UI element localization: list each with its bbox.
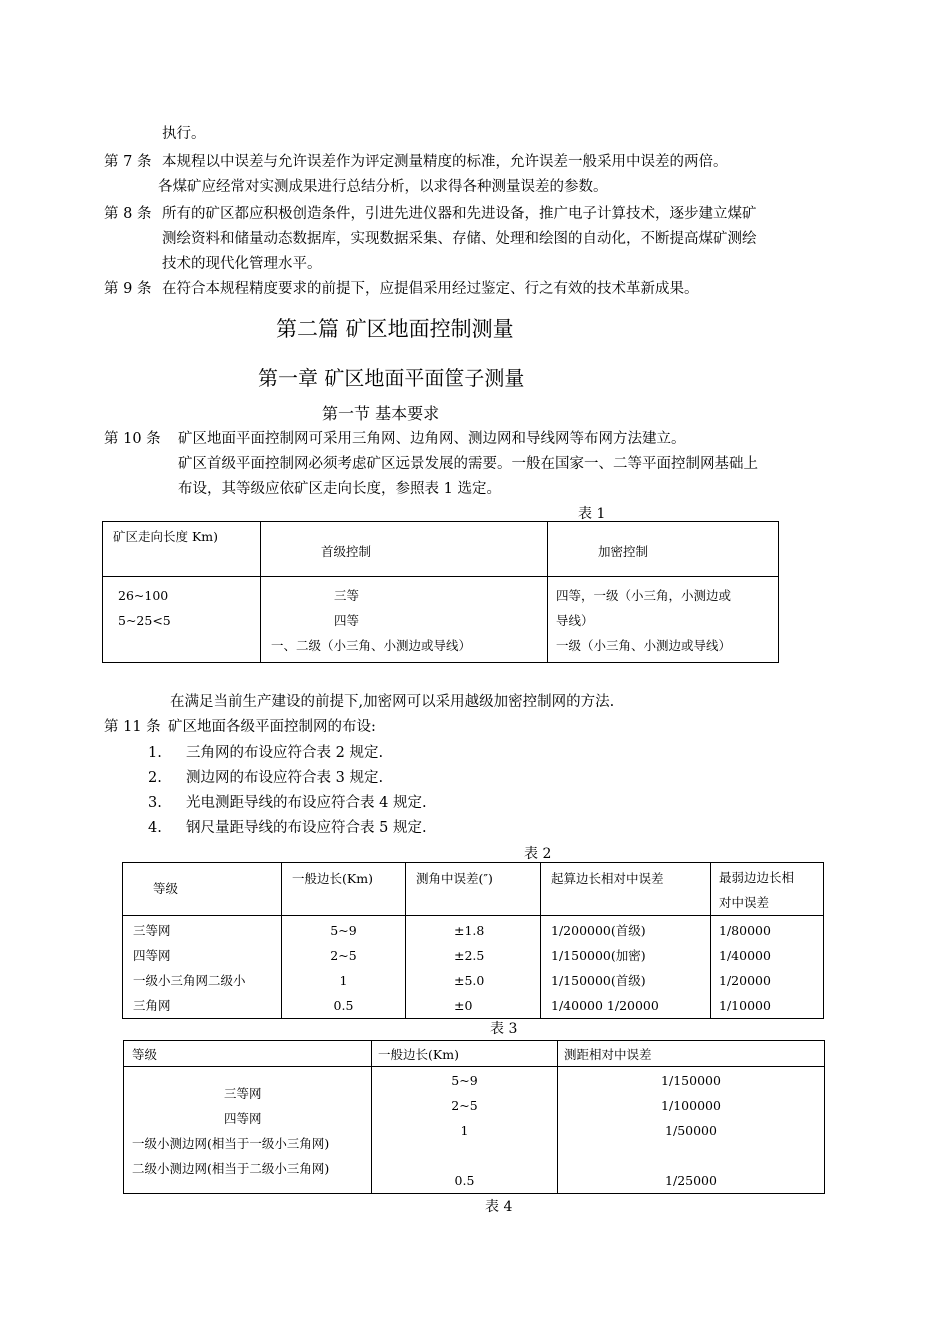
table-1-cell: 四等 (334, 613, 360, 628)
note-after-table-1: 在满足当前生产建设的前提下,加密网可以采用越级加密控制网的方法. (170, 694, 615, 710)
table-1-cell: 三等 (334, 588, 360, 603)
table-2-cell: 一级小三角网二级小 (133, 973, 246, 988)
table-2-cell: ±5.0 (454, 973, 485, 988)
list-item: 三角网的布设应符合表 2 规定. (186, 745, 384, 761)
article-10-label: 第 10 条 (104, 431, 161, 447)
table-2-cell: 1/40000 1/20000 (551, 998, 659, 1013)
table-1-caption: 表 1 (578, 506, 606, 522)
table-2 (122, 862, 824, 1019)
table-1-cell: 导线） (556, 613, 594, 628)
table-3-cell: 0.5 (454, 1173, 475, 1188)
table-3-cell: 1/50000 (665, 1123, 717, 1138)
table-2-cell: 四等网 (133, 948, 171, 963)
table-2-header-weakest: 最弱边边长相 (719, 870, 795, 885)
article-11-text: 矿区地面各级平面控制网的布设: (168, 719, 376, 735)
table-2-header-start-side: 起算边长相对中误差 (551, 871, 664, 886)
article-8-line-1: 所有的矿区都应积极创造条件，引进先进仪器和先进设备，推广电子计算技术，逐步建立煤矿 (162, 206, 757, 222)
table-1-header-primary: 首级控制 (321, 544, 372, 559)
list-item: 光电测距导线的布设应符合表 4 规定. (186, 795, 427, 811)
table-3 (123, 1040, 825, 1194)
list-item: 钢尺量距导线的布设应符合表 5 规定. (186, 820, 427, 836)
list-number: 4. (148, 820, 162, 836)
table-4-caption: 表 4 (485, 1199, 513, 1215)
table-3-caption: 表 3 (490, 1021, 518, 1037)
article-10-line-2: 矿区首级平面控制网必须考虑矿区远景发展的需要。一般在国家一、二等平面控制网基础上 (178, 456, 758, 472)
article-7-label: 第 7 条 (104, 154, 152, 170)
article-11-label: 第 11 条 (104, 719, 161, 735)
table-2-cell: 0.5 (333, 998, 354, 1013)
table-3-cell: 一级小测边网(相当于一级小三角网) (132, 1136, 330, 1151)
article-9-label: 第 9 条 (104, 281, 152, 297)
table-2-header-weakest-2: 对中误差 (719, 895, 770, 910)
table-3-cell: 1/100000 (661, 1098, 721, 1113)
table-2-cell: ±1.8 (454, 923, 485, 938)
table-3-cell: 5~9 (451, 1073, 478, 1088)
table-2-cell: 2~5 (330, 948, 357, 963)
table-1 (102, 521, 779, 663)
section-title: 第一节 基本要求 (322, 404, 440, 423)
article-8-line-2: 测绘资料和储量动态数据库，实现数据采集、存储、处理和绘图的自动化，不断提高煤矿测绘 (162, 231, 757, 247)
table-1-cell: 5~25<5 (118, 613, 171, 628)
table-2-cell: 1/80000 (719, 923, 771, 938)
list-number: 2. (148, 770, 162, 786)
article-7-text-2: 各煤矿应经常对实测成果进行总结分析，以求得各种测量误差的参数。 (158, 179, 608, 195)
part-title: 第二篇 矿区地面控制测量 (276, 317, 514, 341)
table-3-cell: 1/25000 (665, 1173, 717, 1188)
table-2-header-side: 一般边长(Km) (292, 871, 373, 886)
table-2-cell: ±0 (454, 998, 473, 1013)
table-2-cell: 1/10000 (719, 998, 771, 1013)
table-1-cell: 一、二级（小三角、小测边或导线） (271, 638, 472, 653)
table-2-cell: 1/150000(首级) (551, 973, 646, 988)
table-2-cell: 1 (339, 973, 348, 988)
table-2-cell: 5~9 (330, 923, 357, 938)
table-1-header-densify: 加密控制 (598, 544, 649, 559)
table-3-header-grade: 等级 (132, 1047, 158, 1062)
table-2-cell: 三角网 (133, 998, 171, 1013)
chapter-title: 第一章 矿区地面平面筐子测量 (258, 366, 525, 390)
table-2-cell: 1/40000 (719, 948, 771, 963)
table-3-header-side: 一般边长(Km) (378, 1047, 459, 1062)
table-2-caption: 表 2 (524, 846, 552, 862)
table-2-cell: 1/150000(加密) (551, 948, 646, 963)
table-3-cell: 四等网 (224, 1111, 262, 1126)
table-2-cell: 1/200000(首级) (551, 923, 646, 938)
table-2-cell: ±2.5 (454, 948, 485, 963)
article-8-label: 第 8 条 (104, 206, 152, 222)
table-3-cell: 2~5 (451, 1098, 478, 1113)
table-1-header-length: 矿区走向长度 Km) (113, 529, 219, 544)
table-3-cell: 三等网 (224, 1086, 262, 1101)
table-3-cell: 二级小测边网(相当于二级小三角网) (132, 1161, 330, 1176)
table-2-header-angle: 测角中误差(″) (416, 871, 493, 886)
table-2-cell: 1/20000 (719, 973, 771, 988)
table-1-cell: 一级（小三角、小测边或导线） (556, 638, 732, 653)
table-3-cell: 1 (460, 1123, 469, 1138)
paragraph-continuation: 执行。 (162, 126, 206, 142)
article-7-text: 本规程以中误差与允许误差作为评定测量精度的标准，允许误差一般采用中误差的两倍。 (162, 154, 728, 170)
table-2-header-grade: 等级 (153, 881, 179, 896)
article-8-line-3: 技术的现代化管理水平。 (162, 256, 322, 272)
list-number: 1. (148, 745, 162, 761)
table-1-cell: 四等，一级（小三角，小测边或 (556, 588, 732, 603)
table-3-cell: 1/150000 (661, 1073, 721, 1088)
article-10-line-3: 布设，其等级应依矿区走向长度，参照表 1 选定。 (178, 481, 501, 497)
table-1-cell: 26~100 (118, 588, 169, 603)
table-2-cell: 三等网 (133, 923, 171, 938)
article-9-text: 在符合本规程精度要求的前提下，应提倡采用经过鉴定、行之有效的技术革新成果。 (162, 281, 699, 297)
list-item: 测边网的布设应符合表 3 规定. (186, 770, 384, 786)
article-10-line-1: 矿区地面平面控制网可采用三角网、边角网、测边网和导线网等布网方法建立。 (178, 431, 686, 447)
table-3-header-ratio: 测距相对中误差 (564, 1047, 652, 1062)
list-number: 3. (148, 795, 162, 811)
